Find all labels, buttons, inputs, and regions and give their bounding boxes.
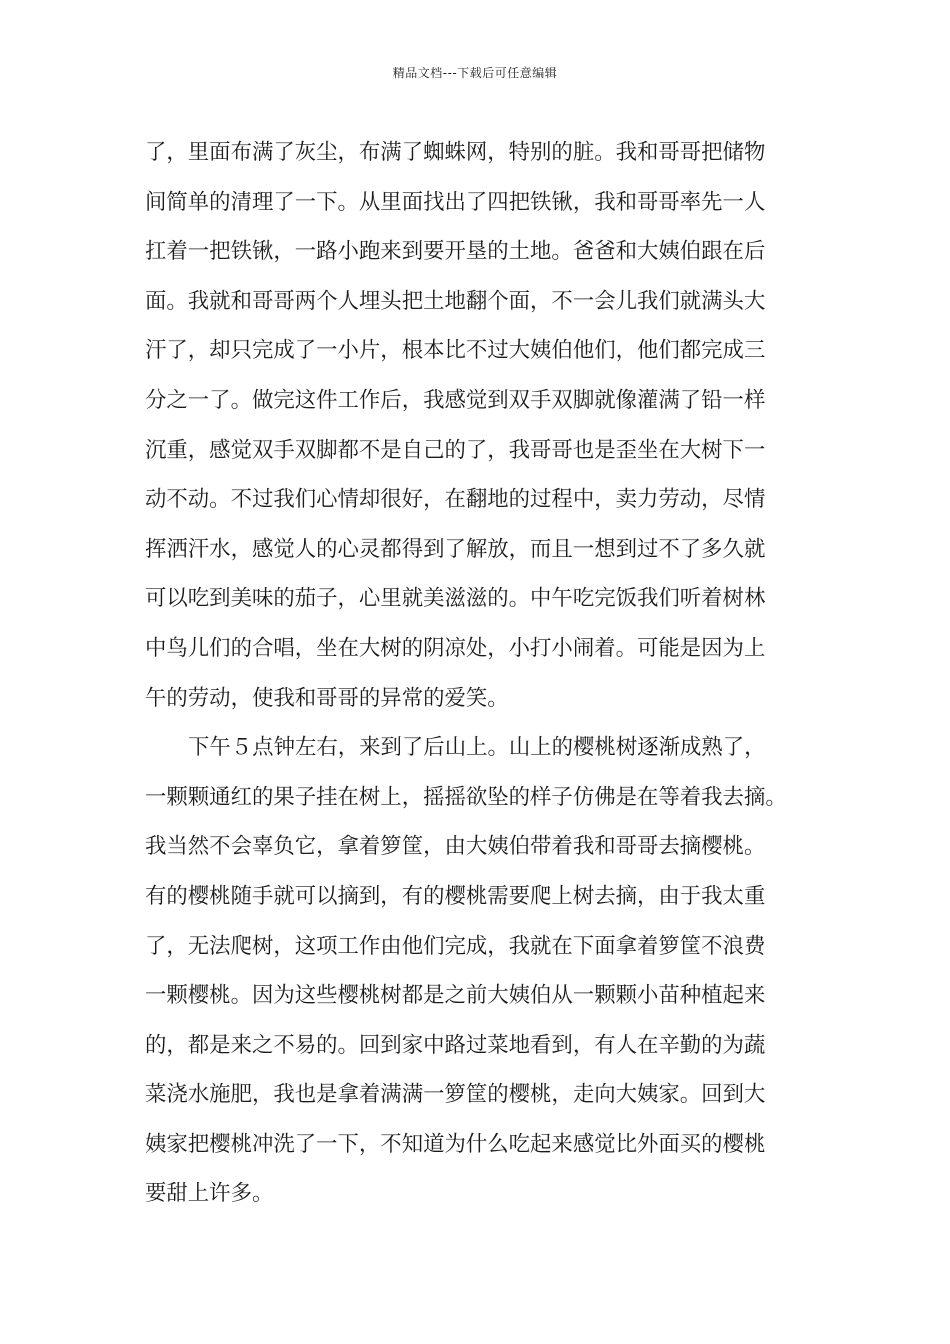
text-line: 有的樱桃随手就可以摘到，有的樱桃需要爬上树去摘，由于我太重 [145, 883, 766, 909]
text-line: 姨家把樱桃冲洗了一下，不知道为什么吃起来感觉比外面买的樱桃 [145, 1131, 766, 1157]
text-line: 面。我就和哥哥两个人埋头把土地翻个面，不一会儿我们就满头大 [145, 288, 766, 314]
text-line: 下午５点钟左右，来到了后山上。山上的樱桃树逐渐成熟了， [188, 735, 766, 761]
text-line: 沉重，感觉双手双脚都不是自己的了，我哥哥也是歪坐在大树下一 [145, 437, 766, 463]
text-line: 间简单的清理了一下。从里面找出了四把铁锹，我和哥哥率先一人 [145, 189, 766, 215]
text-line: 动不动。不过我们心情却很好，在翻地的过程中，卖力劳动，尽情 [145, 487, 766, 513]
text-line: 我当然不会辜负它，拿着箩筐，由大姨伯带着我和哥哥去摘樱桃。 [145, 834, 766, 860]
text-line: 的，都是来之不易的。回到家中路过菜地看到，有人在辛勤的为蔬 [145, 1032, 766, 1058]
text-line: 了，无法爬树，这项工作由他们完成，我就在下面拿着箩筐不浪费 [145, 933, 766, 959]
text-line: 午的劳动，使我和哥哥的异常的爱笑。 [145, 685, 509, 711]
paragraph-2 [145, 723, 811, 1219]
text-line: 扛着一把铁锹，一路小跑来到要开垦的土地。爸爸和大姨伯跟在后 [145, 239, 766, 265]
document-body [145, 128, 811, 1219]
text-line: 分之一了。做完这件工作后，我感觉到双手双脚就像灌满了铅一样 [145, 387, 766, 413]
text-line: 汗了，却只完成了一小片，根本比不过大姨伯他们，他们都完成三 [145, 338, 766, 364]
text-line: 中鸟儿们的合唱，坐在大树的阴凉处，小打小闹着。可能是因为上 [145, 635, 766, 661]
text-line: 可以吃到美味的茄子，心里就美滋滋的。中午吃完饭我们听着树林 [145, 586, 766, 612]
text-line: 一颗樱桃。因为这些樱桃树都是之前大姨伯从一颗颗小苗种植起来 [145, 983, 766, 1009]
text-line: 挥洒汗水，感觉人的心灵都得到了解放，而且一想到过不了多久就 [145, 536, 766, 562]
page-header: 精品文档---下载后可任意编辑 [392, 66, 558, 80]
text-line: 了，里面布满了灰尘，布满了蜘蛛网，特别的脏。我和哥哥把储物 [145, 140, 766, 165]
text-line: 要甜上许多。 [145, 1181, 274, 1207]
text-line: 菜浇水施肥，我也是拿着满满一箩筐的樱桃，走向大姨家。回到大 [145, 1082, 766, 1108]
text-line: 一颗颗通红的果子挂在树上，摇摇欲坠的样子仿佛是在等着我去摘。 [145, 784, 787, 810]
paragraph-1 [145, 128, 811, 723]
